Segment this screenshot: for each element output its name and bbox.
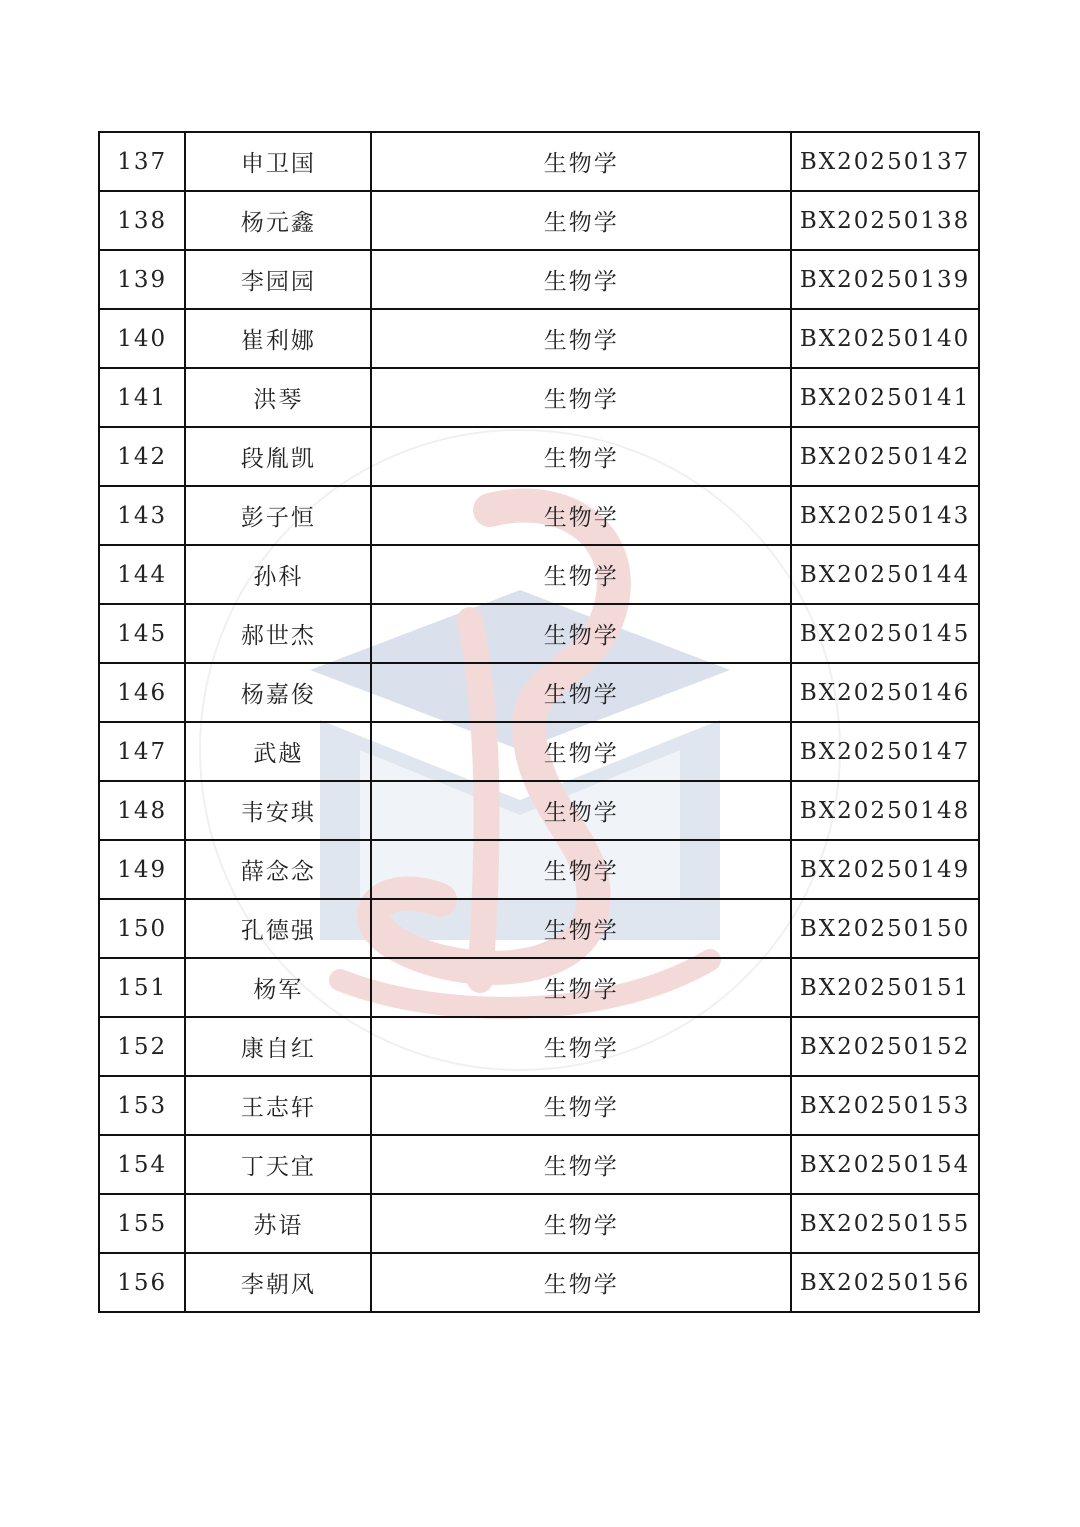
table-row	[99, 1017, 979, 1076]
student-name: 康自红	[185, 1017, 371, 1076]
table-row	[99, 250, 979, 309]
row-number: 146	[99, 663, 185, 722]
table-row	[99, 840, 979, 899]
registration-id: BX20250153	[791, 1076, 979, 1135]
registration-id: BX20250142	[791, 427, 979, 486]
table-row	[99, 191, 979, 250]
student-name: 李朝风	[185, 1253, 371, 1312]
table-row	[99, 427, 979, 486]
major-name: 生物学	[371, 368, 791, 427]
table-row	[99, 1253, 979, 1312]
table-row	[99, 1194, 979, 1253]
major-name: 生物学	[371, 663, 791, 722]
row-number: 152	[99, 1017, 185, 1076]
table-row	[99, 1135, 979, 1194]
major-name: 生物学	[371, 427, 791, 486]
row-number: 138	[99, 191, 185, 250]
registration-id: BX20250147	[791, 722, 979, 781]
student-name: 彭子恒	[185, 486, 371, 545]
major-name: 生物学	[371, 250, 791, 309]
table-row	[99, 368, 979, 427]
table-row	[99, 132, 979, 191]
row-number: 156	[99, 1253, 185, 1312]
table-row	[99, 781, 979, 840]
student-name: 申卫国	[185, 132, 371, 191]
table-row	[99, 1076, 979, 1135]
table-row	[99, 722, 979, 781]
student-name: 薛念念	[185, 840, 371, 899]
student-name: 郝世杰	[185, 604, 371, 663]
major-name: 生物学	[371, 191, 791, 250]
row-number: 140	[99, 309, 185, 368]
row-number: 147	[99, 722, 185, 781]
row-number: 151	[99, 958, 185, 1017]
roster-table	[98, 131, 980, 1313]
major-name: 生物学	[371, 604, 791, 663]
registration-id: BX20250138	[791, 191, 979, 250]
row-number: 137	[99, 132, 185, 191]
student-name: 丁天宜	[185, 1135, 371, 1194]
major-name: 生物学	[371, 1135, 791, 1194]
row-number: 142	[99, 427, 185, 486]
major-name: 生物学	[371, 545, 791, 604]
registration-id: BX20250145	[791, 604, 979, 663]
student-name: 崔利娜	[185, 309, 371, 368]
row-number: 145	[99, 604, 185, 663]
student-name: 杨军	[185, 958, 371, 1017]
major-name: 生物学	[371, 1253, 791, 1312]
registration-id: BX20250149	[791, 840, 979, 899]
registration-id: BX20250143	[791, 486, 979, 545]
roster-table-body	[99, 132, 979, 1312]
row-number: 139	[99, 250, 185, 309]
major-name: 生物学	[371, 1194, 791, 1253]
table-row	[99, 663, 979, 722]
registration-id: BX20250154	[791, 1135, 979, 1194]
student-name: 孔德强	[185, 899, 371, 958]
student-name: 武越	[185, 722, 371, 781]
registration-id: BX20250151	[791, 958, 979, 1017]
registration-id: BX20250152	[791, 1017, 979, 1076]
student-name: 杨元鑫	[185, 191, 371, 250]
row-number: 153	[99, 1076, 185, 1135]
registration-id: BX20250139	[791, 250, 979, 309]
registration-id: BX20250148	[791, 781, 979, 840]
major-name: 生物学	[371, 1076, 791, 1135]
row-number: 149	[99, 840, 185, 899]
table-row	[99, 309, 979, 368]
registration-id: BX20250155	[791, 1194, 979, 1253]
major-name: 生物学	[371, 132, 791, 191]
student-name: 孙科	[185, 545, 371, 604]
row-number: 154	[99, 1135, 185, 1194]
registration-id: BX20250156	[791, 1253, 979, 1312]
major-name: 生物学	[371, 958, 791, 1017]
registration-id: BX20250150	[791, 899, 979, 958]
row-number: 155	[99, 1194, 185, 1253]
student-name: 苏语	[185, 1194, 371, 1253]
registration-id: BX20250146	[791, 663, 979, 722]
student-name: 洪琴	[185, 368, 371, 427]
row-number: 144	[99, 545, 185, 604]
table-row	[99, 604, 979, 663]
row-number: 143	[99, 486, 185, 545]
student-name: 王志轩	[185, 1076, 371, 1135]
major-name: 生物学	[371, 781, 791, 840]
row-number: 148	[99, 781, 185, 840]
student-name: 李园园	[185, 250, 371, 309]
row-number: 141	[99, 368, 185, 427]
student-name: 杨嘉俊	[185, 663, 371, 722]
table-row	[99, 545, 979, 604]
registration-id: BX20250137	[791, 132, 979, 191]
major-name: 生物学	[371, 840, 791, 899]
major-name: 生物学	[371, 1017, 791, 1076]
student-name: 韦安琪	[185, 781, 371, 840]
major-name: 生物学	[371, 899, 791, 958]
major-name: 生物学	[371, 486, 791, 545]
row-number: 150	[99, 899, 185, 958]
table-row	[99, 958, 979, 1017]
major-name: 生物学	[371, 722, 791, 781]
registration-id: BX20250140	[791, 309, 979, 368]
table-row	[99, 899, 979, 958]
major-name: 生物学	[371, 309, 791, 368]
registration-id: BX20250144	[791, 545, 979, 604]
table-row	[99, 486, 979, 545]
registration-id: BX20250141	[791, 368, 979, 427]
student-name: 段胤凯	[185, 427, 371, 486]
